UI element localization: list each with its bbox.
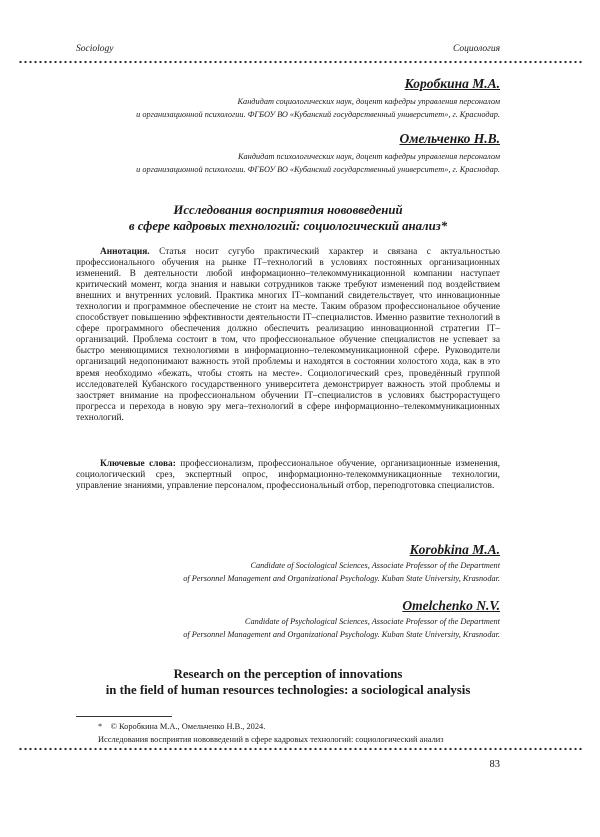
abstract-text: Статья носит сугубо практический характер и связана с актуальностью профессионального обучения на рынке IT–технологий в условиях постоянных организационных изменений. В деятельности любой информационно–телекоммуникационной компании наступает критический момент, когда знания и навыки сотрудников также требуют изменений под воздействием внешних и внутренних условий. Практика многих IT–компаний свидетельствует, что инновационные технологии и программное обеспечение не стоит на месте. Таким образом профессиональное обучение способствует повышению эффективности деятельности IT–специалистов. Именно развитие технологий в сфере программного обеспечения должно обеспечить реализацию инновационной стратегии IT–организаций. Проблема состоит в том, что профессиональное обучение специалистов не успевает за быстро меняющимися технологиями в информационно–телекоммуникационной сфере. Руководители организаций недопонимают важность этой проблемы и находятся в состоянии холостого хода, как в это время необходимо «бежать, чтобы стоять на месте». Социологический срез, проведённый группой исследователей Кубанского государственного университета демонстрирует важность этой проблемы и заостряет внимание на профессиональном обучении IT–специалистов в условиях быстрорастущего прогресса и перехода в новую эру мега–технологий в сфере информационно–телекоммуникационных технологий.	[76, 247, 500, 423]
footnote-title: Исследования восприятия нововведений в сфере кадровых технологий: социологический анализ	[76, 734, 500, 747]
header-right: Социология	[453, 44, 500, 54]
author-ru-1-affiliation: Кандидат социологических наук, доцент кафедры управления персоналом и организационной психологии. ФГБОУ ВО «Кубанский государственный университет», г. Краснодар.	[76, 96, 500, 122]
keywords-text: профессионализм, профессиональное обучение, организационные изменения, социологический срез, экспертный опрос, информационно-телекоммуникационные технологии, управление знаниями, управление персоналом, профессиональный отбор, переподготовка специалистов.	[76, 459, 500, 491]
footnote-marker: *	[98, 722, 102, 731]
author-ru-2-affiliation: Кандидат психологических наук, доцент кафедры управления персоналом и организационной психологии. ФГБОУ ВО «Кубанский государственный университет», г. Краснодар.	[76, 151, 500, 177]
journal-page	[0, 0, 600, 837]
keywords-label: Ключевые слова:	[100, 459, 176, 469]
keywords	[76, 459, 500, 492]
article-title-ru: Исследования восприятия нововведений в сфере кадровых технологий: социологический анализ*	[76, 202, 500, 234]
author-en-1-affiliation: Candidate of Sociological Sciences, Associate Professor of the Department of Personnel Management and Organizational Psychology. Kuban State University, Krasnodar.	[76, 560, 500, 586]
author-ru-2-name: Омельченко Н.В.	[399, 131, 500, 147]
footer-divider	[18, 747, 582, 751]
author-en-2-name: Omelchenko N.V.	[402, 598, 500, 614]
author-en-1-name: Korobkina M.A.	[410, 542, 500, 558]
footnote	[76, 721, 500, 746]
header-divider	[18, 60, 582, 64]
article-title-en: Research on the perception of innovations in the field of human resources technologies: a sociological analysis	[76, 666, 500, 698]
footnote-rule	[76, 716, 172, 717]
author-en-2-affiliation: Candidate of Psychological Sciences, Associate Professor of the Department of Personnel Management and Organizational Psychology. Kuban State University, Krasnodar.	[76, 616, 500, 642]
running-header	[76, 44, 500, 54]
abstract	[76, 247, 500, 424]
footnote-copyright: © Коробкина М.А., Омельченко Н.В., 2024.	[111, 722, 266, 731]
header-left: Sociology	[76, 44, 113, 54]
page-number: 83	[490, 759, 501, 770]
author-ru-1-name: Коробкина М.А.	[405, 76, 500, 92]
abstract-label: Аннотация.	[100, 247, 150, 257]
